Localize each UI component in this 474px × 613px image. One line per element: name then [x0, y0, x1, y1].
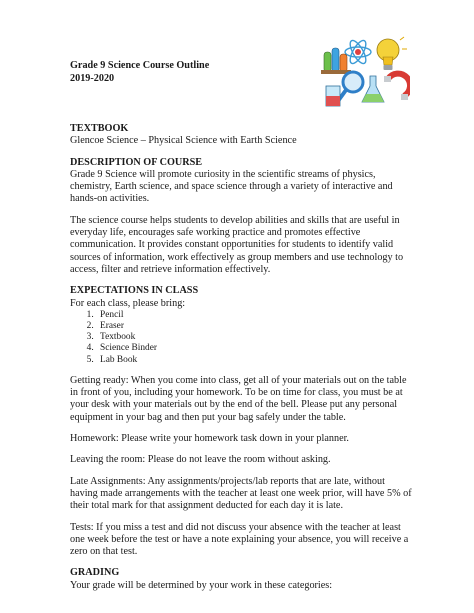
magnifying-glass-icon	[338, 72, 363, 101]
getting-ready-paragraph: Getting ready: When you come into class, get all of your materials out on the table in front of you, including your homework. To be on time for class, you must be at your desk with your materials out by the end of the bell. Please put any personal equipment in your bag and then put your bag safely under the table.	[70, 374, 407, 423]
school-year: 2019-2020	[70, 72, 115, 84]
list-item: 4. Science Binder	[96, 343, 414, 354]
list-item: 3. Textbook	[96, 332, 414, 343]
flask-icon	[362, 76, 384, 102]
magnet-icon	[384, 74, 410, 100]
beaker-icon	[326, 86, 340, 106]
tests-paragraph: Tests: If you miss a test and did not discuss your absence with the teacher at least one week before the test or have a note explaining your absence, you will receive a zero on that test.	[70, 521, 409, 558]
science-clipart	[318, 34, 410, 114]
description-paragraph-1: Grade 9 Science will promote curiosity in the scientific streams of physics, chemistry, Earth science, and space science through a variety of interactive and hands-on activities.	[70, 168, 393, 205]
grading-heading: GRADING	[70, 567, 120, 579]
grading-text: Your grade will be determined by your work in these categories:	[70, 579, 333, 591]
document-body	[70, 110, 414, 592]
atom-icon	[345, 38, 371, 66]
leaving-room-paragraph: Leaving the room: Please do not leave the room without asking.	[70, 454, 331, 466]
light-bulb-icon	[377, 37, 407, 70]
expectations-intro: For each class, please bring:	[70, 297, 186, 309]
list-item: 2. Eraser	[96, 321, 414, 332]
test-tubes-icon	[321, 48, 351, 74]
homework-paragraph: Homework: Please write your homework task down in your planner.	[70, 433, 349, 445]
description-heading: DESCRIPTION OF COURSE	[70, 156, 203, 168]
course-title-line: Grade 9 Science Course Outline	[70, 60, 210, 71]
late-assignments-paragraph: Late Assignments: Any assignments/projects/lab reports that are late, without having made arrangements with the teacher at least one week prior, will have 5% of their total mark for that assignment deducted for each day it is late.	[70, 475, 412, 512]
list-item: 5. Lab Book	[96, 355, 414, 366]
description-paragraph-2: The science course helps students to develop abilities and skills that are useful in everyday life, encourages safe working practice and promotes effective communication. It provides constant opportunities for students to identify valid sources of information, work effectively as group members and use technology to access, filter and retrieve information effectively.	[70, 214, 404, 275]
course-title	[70, 60, 209, 85]
expectations-heading: EXPECTATIONS IN CLASS	[70, 285, 199, 297]
list-item: 1. Pencil	[96, 310, 414, 321]
textbook-text: Glencoe Science – Physical Science with Earth Science	[70, 135, 297, 147]
supplies-list	[70, 310, 414, 366]
textbook-heading: TEXTBOOK	[70, 123, 129, 134]
